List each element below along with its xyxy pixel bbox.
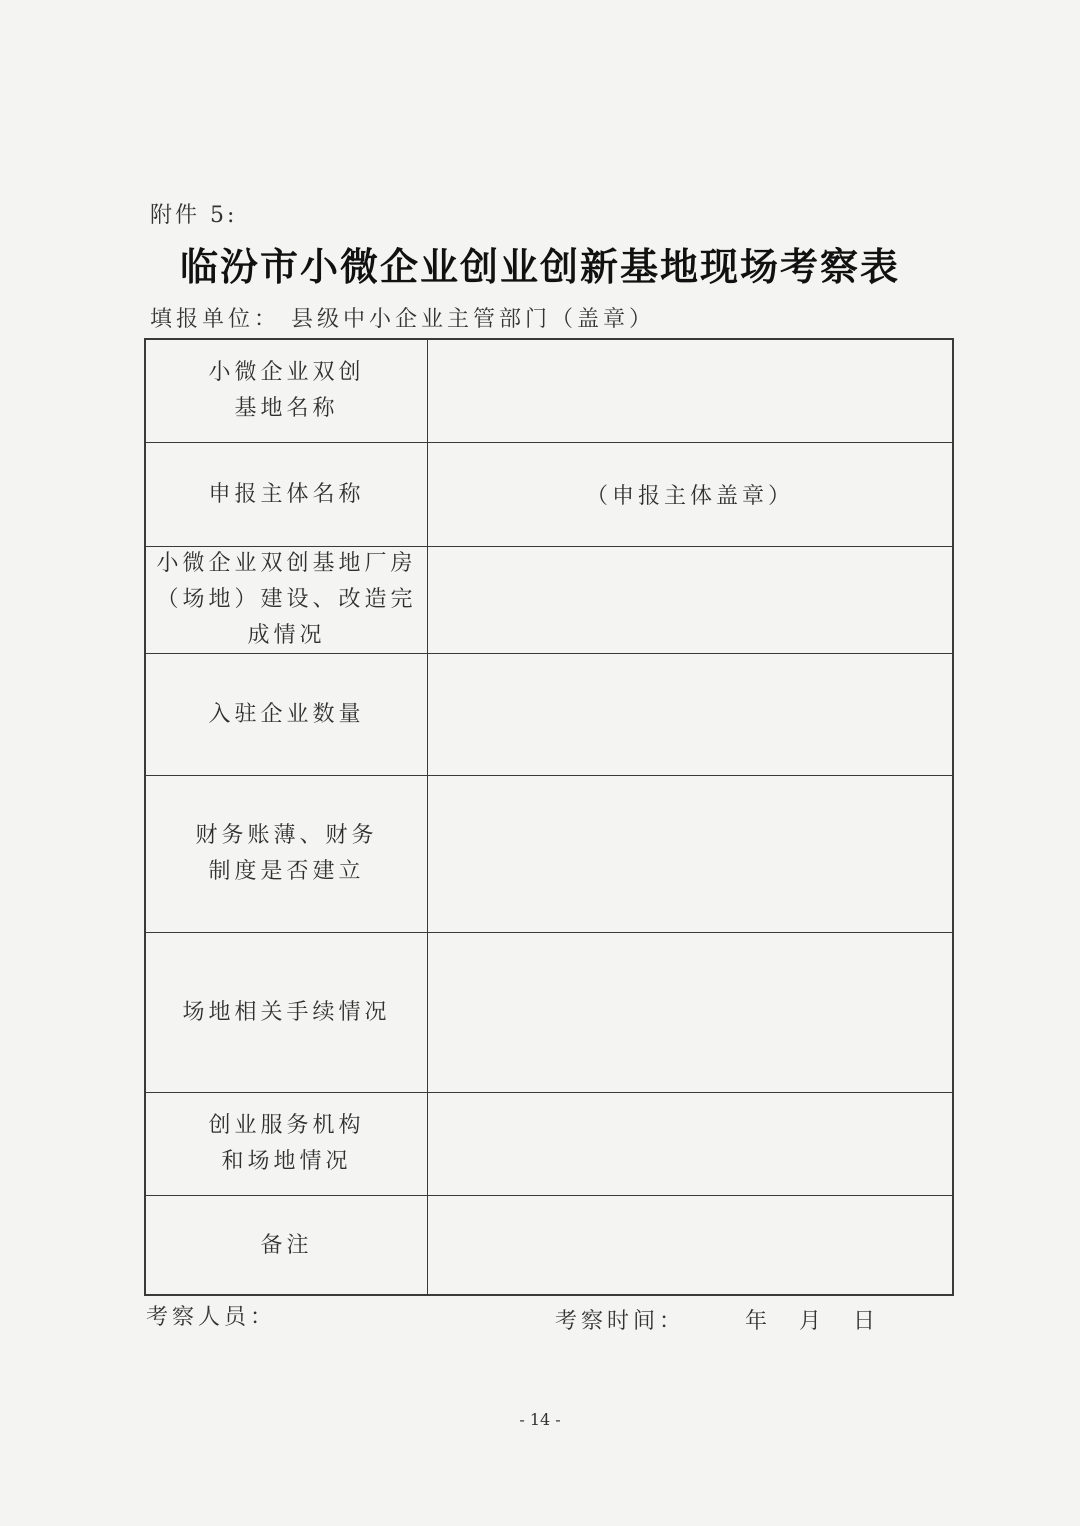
row-label: 入驻企业数量 [208,701,365,727]
page-title: 临汾市小微企业创业创新基地现场考察表 [179,245,900,289]
inspection-time-label: 考察时间： [555,1309,686,1334]
row-value-cell [428,547,952,654]
row-label-cell [146,1093,428,1196]
row-value-cell [428,1196,952,1296]
row-value-cell [428,776,952,933]
row-label: 场地相关手续情况 [182,999,391,1025]
page-number: - 14 - [519,1410,561,1429]
inspection-form-table [144,338,954,1296]
row-value-cell [428,933,952,1093]
month-label: 月 [799,1309,822,1334]
fill-unit-line: 填报单位： 县级中小企业主管部门（盖章） [150,307,655,332]
row-label: 申报主体名称 [208,481,365,507]
day-label: 日 [853,1309,876,1334]
row-label-cell [146,340,428,443]
row-value-cell [428,340,952,443]
date-fields [745,1304,875,1335]
inspector-label: 考察人员： [146,1305,277,1330]
row-value-cell [428,654,952,776]
row-label-cell [146,547,428,654]
row-label: 财务账薄、财务 制度是否建立 [195,823,378,884]
row-label: 备注 [260,1233,313,1258]
row-label-cell [146,654,428,776]
row-value-cell [428,1093,952,1196]
year-label: 年 [745,1309,768,1334]
row-label-cell [146,776,428,933]
row-label: 创业服务机构 和场地情况 [208,1113,365,1174]
row-value-cell [428,443,952,547]
attachment-label: 附件 5: [150,203,238,228]
applicant-seal-note: （申报主体盖章） [585,484,794,509]
row-label: 小微企业双创基地厂房 （场地）建设、改造完 成情况 [156,551,417,648]
row-label-cell [146,443,428,547]
row-label-cell [146,933,428,1093]
row-label-cell [146,1196,428,1296]
row-label: 小微企业双创 基地名称 [208,360,365,421]
